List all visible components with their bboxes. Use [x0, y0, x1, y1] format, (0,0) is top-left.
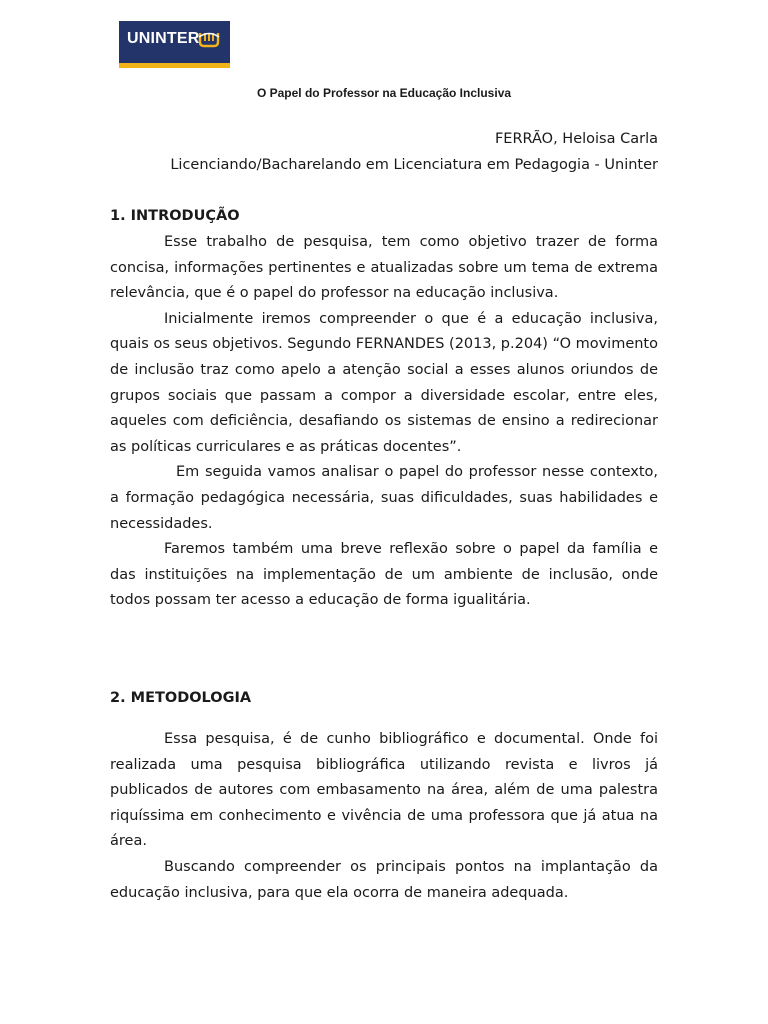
paragraph: Essa pesquisa, é de cunho bibliográfico e documental. Onde foi realizada uma pesquisa bibliográfica utilizando revista e livros já publicados de autores com embasamento na área, além de uma palestra riquíssima em conhecimento e vivência de uma professora que já atua na área.	[110, 731, 658, 850]
paragraph: Buscando compreender os principais pontos na implantação da educação inclusiva, para que ela ocorra de maneira adequada.	[110, 858, 658, 901]
paragraph: Faremos também uma breve reflexão sobre o papel da família e das instituições na implementação de um ambiente de inclusão, onde todos possam ter acesso a educação de forma igualitária.	[110, 541, 658, 609]
paragraph: Inicialmente iremos compreender o que é a educação inclusiva, quais os seus objetivos. Segundo FERNANDES (2013, p.204) “O movimento de inclusão traz como apelo a atenção social a esses alunos oriundos de grupos sociais que passam a compor a diversidade escolar, entre eles, aqueles com deficiência, desafiando os sistemas de ensino a redirecionar as políticas curriculares e as práticas docentes”.	[110, 310, 658, 455]
author-affiliation: Licenciando/Bacharelando em Licenciatura em Pedagogia - Uninter	[170, 157, 658, 173]
logo-text: UNINTER	[127, 30, 200, 47]
introduction-body	[110, 230, 658, 614]
paragraph: Em seguida vamos analisar o papel do professor nesse contexto, a formação pedagógica necessária, suas dificuldades, suas habilidades e necessidades.	[110, 464, 658, 532]
section-heading-methodology: 2. METODOLOGIA	[110, 690, 252, 706]
methodology-body	[110, 727, 658, 906]
logo-mark-icon	[198, 29, 220, 49]
section-heading-introduction: 1. INTRODUÇÃO	[110, 208, 240, 224]
document-title: O Papel do Professor na Educação Inclusiva	[256, 86, 512, 100]
uninter-logo	[119, 21, 230, 68]
paragraph: Esse trabalho de pesquisa, tem como objetivo trazer de forma concisa, informações pertinentes e atualizadas sobre um tema de extrema relevância, que é o papel do professor na educação inclusiva.	[110, 234, 658, 302]
author-name: FERRÃO, Heloisa Carla	[494, 131, 658, 147]
